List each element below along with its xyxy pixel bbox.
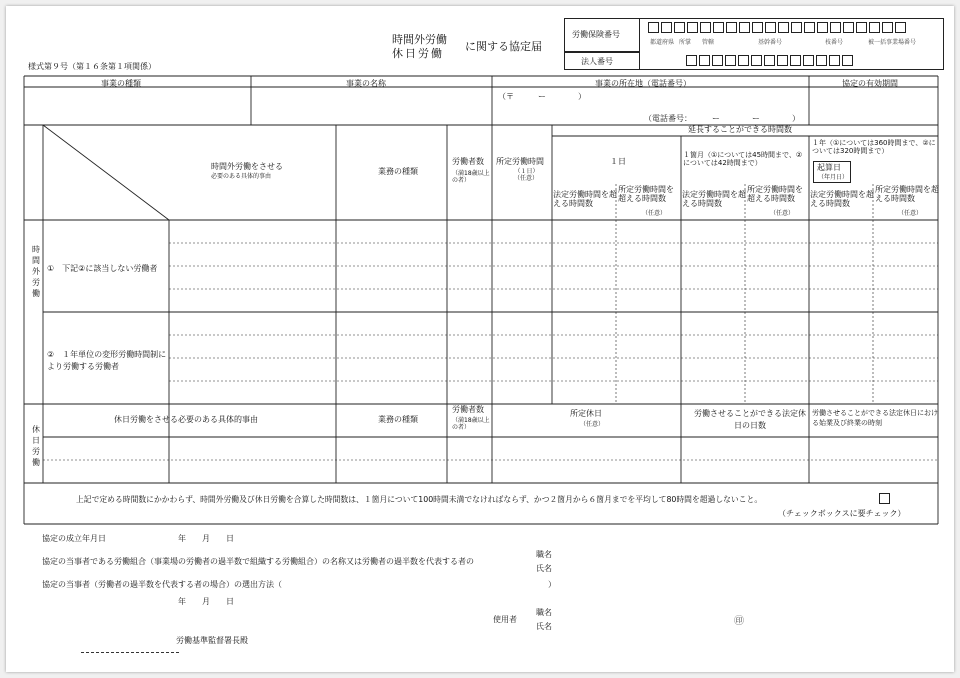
insurance-sub-branch: 枝番号 [825, 39, 844, 46]
overtime-job-type: 業務の種類 [378, 167, 418, 176]
business-type-header: 事業の種類 [101, 79, 141, 88]
insurance-sub-office: 管轄 [702, 39, 715, 46]
legal-holiday-days: 労働させることができる法定休日の日数 [694, 409, 806, 430]
prescribed-holiday: 所定休日 [570, 409, 602, 418]
year-optional: （任意） [898, 210, 923, 217]
insurance-sub-jurisdiction: 所掌 [679, 39, 692, 46]
insurance-sub-base: 基幹番号 [758, 39, 783, 46]
diagonal-line [43, 125, 169, 220]
address-header: 事業の所在地（電話番号） [595, 79, 691, 88]
insurance-number-label: 労働保険番号 [572, 30, 620, 39]
worker-category-1: ① 下記②に該当しない労働者 [47, 264, 158, 273]
holiday-workers-sub: （満18歳以上の者） [452, 417, 490, 431]
holiday-reason-header: 休日労働をさせる必要のある具体的事由 [114, 415, 258, 424]
corporate-number-field[interactable] [686, 55, 855, 74]
agreement-date-value: 年 月 日 [178, 534, 234, 543]
statutory-hours: 所定労働時間 [496, 157, 544, 166]
employer-name-label: 氏名 [536, 622, 552, 631]
overtime-workers: 労働者数 [452, 157, 484, 166]
month-over-legal: 法定労働時間を超える時間数 [682, 190, 746, 209]
holiday-job-type: 業務の種類 [378, 415, 418, 424]
start-date-sub: （年月日） [818, 174, 849, 181]
agreement-form-page [6, 6, 954, 672]
union-position-label: 職名 [536, 550, 552, 559]
overtime-reason-sub: 必要のある具体的事由 [211, 173, 272, 180]
valid-period-header: 協定の有効期間 [842, 79, 898, 88]
labor-office-label: 労働基準監督署長殿 [176, 636, 248, 645]
one-year-header: １年（①については360時間まで、②については320時間まで） [812, 139, 936, 156]
month-optional: （任意） [770, 210, 795, 217]
day-over-prescribed: 所定労働時間を超える時間数 [618, 185, 674, 204]
insurance-sub-prefecture: 都道府県 [650, 39, 675, 46]
prescribed-holiday-sub: （任意） [580, 421, 605, 428]
submission-date-value: 年 月 日 [178, 597, 234, 606]
corporate-number-label: 法人番号 [581, 57, 613, 66]
form-grid [6, 6, 954, 672]
overtime-workers-sub: （満18歳以上の者） [452, 170, 490, 184]
title-overtime: 時間外労働 [392, 33, 447, 46]
limit-checkbox[interactable] [879, 493, 890, 504]
extend-hours-header: 延長することができる時間数 [688, 125, 792, 134]
election-close: ） [548, 580, 556, 589]
one-month-header: １箇月（①については45時間まで、②については42時間まで） [683, 151, 803, 168]
holiday-section-label: 休日労働 [32, 425, 40, 467]
phone-number: （電話番号： ー ー ） [644, 114, 800, 123]
day-over-legal: 法定労働時間を超える時間数 [553, 190, 617, 209]
legal-holiday-hours: 労働させることができる法定休日における始業及び終業の時刻 [812, 409, 938, 427]
employer-position-label: 職名 [536, 608, 552, 617]
seal-mark: ㊞ [734, 616, 744, 627]
title-suffix: に関する協定届 [465, 40, 542, 53]
start-date-label: 起算日 [817, 163, 841, 172]
month-over-prescribed: 所定労働時間を超える時間数 [747, 185, 803, 204]
form-number: 様式第９号（第１６条第１項関係） [28, 62, 156, 71]
insurance-sub-group: 被一括事業場番号 [868, 39, 917, 46]
checkbox-note: 上記で定める時間数にかかわらず、時間外労働及び休日労働を合算した時間数は、１箇月について100時間未満でなければならず、かつ２箇月から６箇月までを平均して80時間を超過しないこと。 [76, 495, 763, 504]
year-over-legal: 法定労働時間を超える時間数 [810, 190, 874, 209]
union-text: 協定の当事者である労働組合（事業場の労働者の過半数で組織する労働組合）の名称又は労働者の過半数を代表する者の [42, 557, 474, 566]
checkbox-hint: （チェックボックスに要チェック） [778, 509, 906, 518]
day-optional: （任意） [642, 210, 667, 217]
worker-category-2: ② １年単位の変形労働時間制により労働する労働者 [47, 350, 167, 371]
statutory-hours-sub: （１日）（任意） [514, 168, 539, 182]
employer-label: 使用者 [493, 615, 517, 624]
title-holiday: 休日労働 [392, 47, 444, 60]
business-name-header: 事業の名称 [346, 79, 386, 88]
one-day-header: １日 [610, 157, 626, 166]
holiday-workers: 労働者数 [452, 405, 484, 414]
union-name-label: 氏名 [536, 564, 552, 573]
overtime-reason-header: 時間外労働をさせる [211, 162, 283, 171]
postal-code: （〒 ー ） [498, 92, 586, 101]
agreement-date-label: 協定の成立年月日 [42, 534, 106, 543]
election-method-label: 協定の当事者（労働者の過半数を代表する者の場合）の選出方法（ [42, 580, 282, 589]
overtime-section-label: 時間外労働 [32, 245, 40, 298]
year-over-prescribed: 所定労働時間を超える時間数 [875, 185, 939, 204]
labor-office-line[interactable] [81, 652, 179, 653]
